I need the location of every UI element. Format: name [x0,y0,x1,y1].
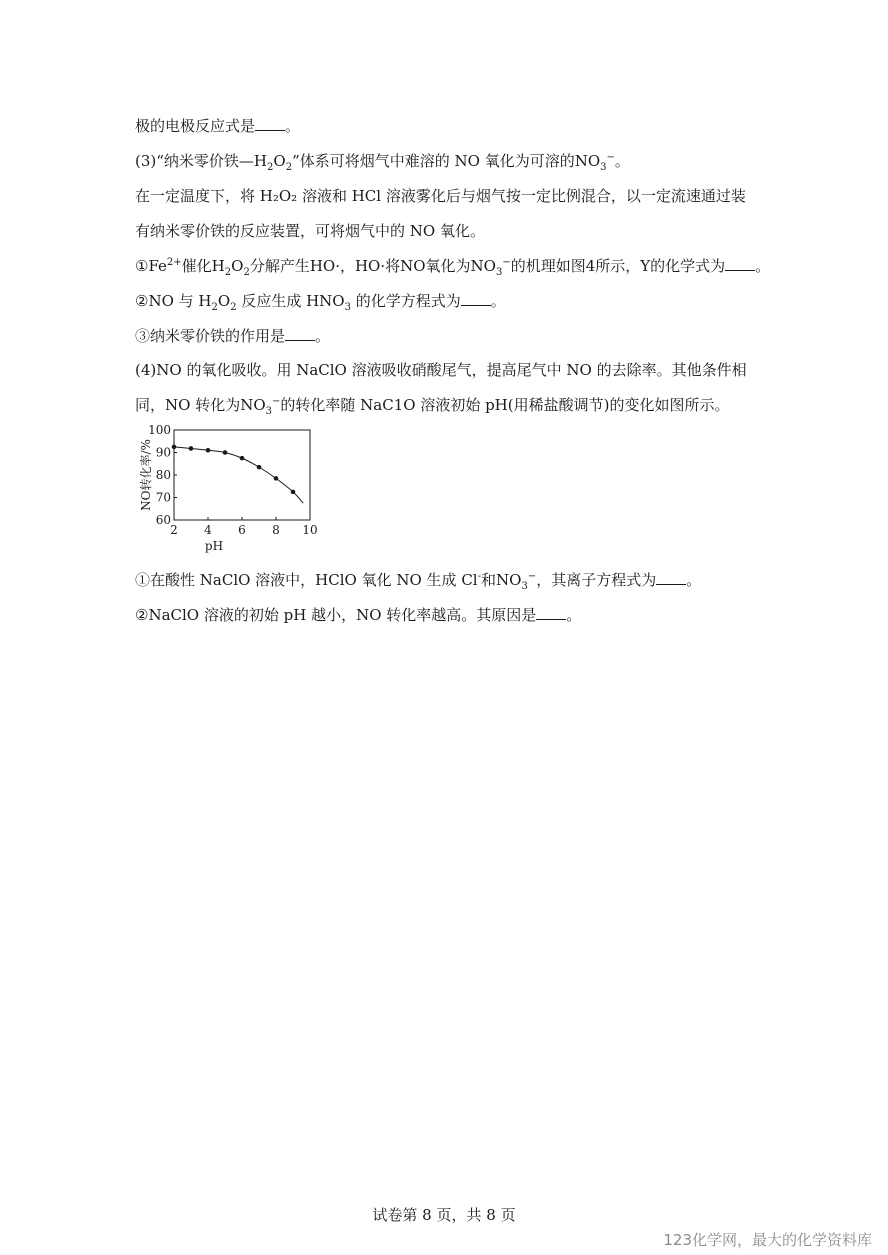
data-point [240,456,245,461]
text-line-2: (3)“纳米零价铁$—H_2O_2$”体系可将烟气中难溶的 NO 氧化为可溶的$NO_3^-$。 [135,152,630,173]
data-point [223,450,228,455]
text-line-10: ①在酸性 NaClO 溶液中，HClO 氧化 NO 生成 Cl-和$NO_3^-$，其离子方程式为 。 [135,571,702,592]
x-tick-label: 2 [170,523,178,537]
text-line-7: ③纳米零价铁的作用是 。 [135,327,331,345]
answer-blank[interactable] [461,292,491,306]
y-axis-label: NO转化率/% [139,439,153,511]
watermark: 123化学网，最大的化学资料库 [663,1231,872,1249]
data-point [206,448,211,453]
y-tick-label: 70 [155,490,171,505]
data-point [172,445,177,450]
conversion-curve [174,447,303,503]
answer-blank[interactable] [725,257,755,271]
text-line-9: 同，NO 转化为$NO_3^-$的转化率随 NaC1O 溶液初始 pH(用稀盐酸调节)的变化如图所示。 [135,396,730,417]
x-tick-label: 8 [272,523,280,537]
y-tick-label: 80 [155,468,171,482]
answer-blank[interactable] [255,117,285,131]
text-line-11: ②NaClO 溶液的初始 pH 越小，NO 转化率越高。其原因是 。 [135,606,582,624]
plot-frame [174,430,310,520]
page-footer: 试卷第 8 页，共 8 页 [372,1206,516,1224]
text-line-3: 在一定温度下，将 H₂O₂ 溶液和 HCl 溶液雾化后与烟气按一定比例混合，以一定流速通过装 [135,187,746,205]
data-point [189,446,194,451]
y-tick-label: 60 [155,513,171,527]
text-line-8: (4)NO 的氧化吸收。用 NaClO 溶液吸收硝酸尾气，提高尾气中 NO 的去除率。其他条件相 [135,361,747,379]
data-point [257,465,262,470]
data-point [291,490,296,495]
text-line-1: 极的电极反应式是 。 [135,117,301,135]
data-point [274,476,279,481]
text-line-6: ②NO 与 $H_2O_2$ 反应生成 $HNO_3$ 的化学方程式为 。 [135,292,506,313]
answer-blank[interactable] [285,327,315,341]
y-tick-label: 100 [148,423,171,437]
y-tick-label: 90 [155,445,171,460]
x-tick-label: 10 [302,523,318,537]
text-line-4: 有纳米零价铁的反应装置，可将烟气中的 NO 氧化。 [135,222,485,240]
answer-blank[interactable] [656,571,686,585]
answer-blank[interactable] [536,606,566,620]
x-axis-label: pH [204,539,224,553]
x-tick-label: 4 [204,523,212,537]
no-conversion-chart [132,420,332,560]
x-tick-label: 6 [238,523,246,537]
text-line-5: $①Fe^{2+}$催化$H_2O_2$分解产生HO·，HO·将NO氧化为$NO_3^-$的机理如图4所示，Y的化学式为 。 [135,257,771,278]
